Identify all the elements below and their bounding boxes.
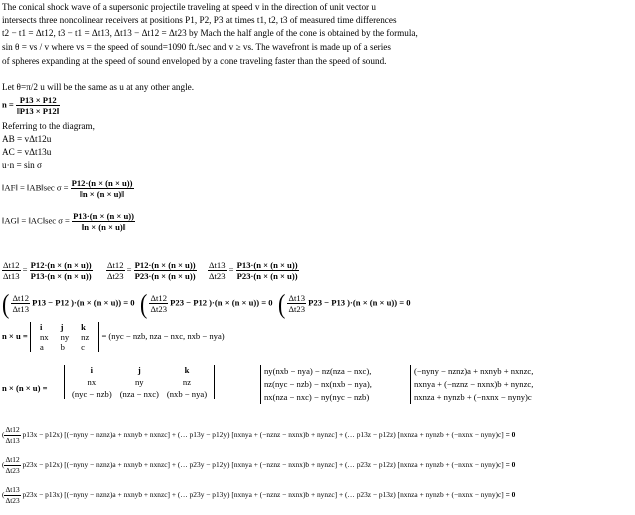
nxnxu-right-vector bbox=[410, 365, 533, 404]
af-den: ‖n × (n × u)‖ bbox=[80, 189, 125, 199]
intro-line-4: sin θ = vs / v where vs = the speed of sound=1090 ft./sec and v ≥ vs. The wavefront is made up of a series bbox=[2, 42, 391, 52]
cell: k bbox=[81, 322, 86, 332]
equals-zero: = 0 bbox=[505, 430, 516, 440]
ratio-3-right bbox=[236, 260, 299, 281]
term-x: p13x − p12x bbox=[22, 430, 60, 440]
cell: nx bbox=[87, 377, 97, 387]
ratio-3-rden: P23·(n × (n × u)) bbox=[236, 271, 298, 281]
ratio-2-right bbox=[134, 260, 197, 281]
dot-2-rest: P23 − P12 )·(n × (n × u)) = 0 bbox=[170, 297, 273, 308]
ag-equation bbox=[2, 211, 135, 232]
final-den: Δt23 bbox=[5, 466, 20, 475]
af-num: P12·(n × (n × u)) bbox=[71, 178, 133, 188]
term-y: p23y − p13y bbox=[189, 490, 228, 500]
term-c: [nxnza + nynzb + (−nxnx − nyny)c] bbox=[397, 430, 504, 440]
cell: (nza − nxc) bbox=[119, 389, 159, 399]
paren-open: ( bbox=[140, 287, 148, 319]
paren-open: ( bbox=[2, 460, 5, 470]
term-a: [(−nyny − nznz)a + nxnyb + nxnzc] bbox=[64, 460, 171, 470]
cell: k bbox=[184, 365, 190, 375]
n-num: P13 × P12 bbox=[16, 95, 60, 106]
ratio-1-rnum: P12·(n × (n × u)) bbox=[30, 260, 92, 270]
right-row: nxnza + nynzb + (−nxnx − nyny)c bbox=[414, 392, 532, 402]
ratio-3-lden: Δt23 bbox=[209, 271, 226, 281]
ratio-3-lnum: Δt13 bbox=[209, 260, 226, 270]
dot-equation-1 bbox=[2, 287, 135, 319]
final-den: Δt23 bbox=[5, 496, 20, 505]
intro-line-5: of spheres expanding at the speed of sound enveloped by a cone traveling faster than the speed of sound. bbox=[2, 56, 387, 66]
equals-zero: = 0 bbox=[505, 490, 516, 500]
term-y: p13y − p12y bbox=[189, 430, 228, 440]
dot-3-num: Δt13 bbox=[288, 293, 305, 303]
cell: i bbox=[39, 322, 43, 332]
n-fraction bbox=[16, 95, 60, 116]
cell: nz bbox=[182, 377, 192, 387]
cell: (nyc − nzb) bbox=[72, 389, 112, 399]
paren-open: ( bbox=[278, 287, 286, 319]
term-b: [nxnya + (−nznz − nxnx)b + nynzc] bbox=[231, 460, 338, 470]
ratio-2-left bbox=[106, 260, 125, 281]
af-lhs: ‖AF‖ = ‖AB‖sec σ = bbox=[2, 182, 69, 193]
af-equation bbox=[2, 178, 134, 199]
nxu-rhs: = (nyc − nzb, nza − nxc, nxb − nya) bbox=[101, 330, 225, 341]
nxu-lhs: n × u = bbox=[2, 330, 28, 341]
ratio-2-rnum: P12·(n × (n × u)) bbox=[134, 260, 196, 270]
ratio-3-left bbox=[208, 260, 227, 281]
ratio-1-left bbox=[2, 260, 21, 281]
ratio-equation-1: $\frac{\Delta t12}{\Delta t13}$ = $\frac{P12\cdot(n \times (n \times u))}{P13\cdot(n \times (n \times u))}$ bbox=[3, 260, 92, 281]
final-frac bbox=[4, 425, 20, 446]
dot-2-den: Δt23 bbox=[150, 304, 167, 314]
n-cross-n-cross-u bbox=[2, 365, 632, 415]
cell: j bbox=[60, 322, 64, 332]
term-a: [(−nyny − nznz)a + nxnyb + nxnzc] bbox=[64, 430, 171, 440]
intro-line-2: intersects three noncolinear receivers at positions P1, P2, P3 at times t1, t2, t3 of measured time differences bbox=[2, 15, 397, 25]
ratio-1-right bbox=[30, 260, 93, 281]
cell: c bbox=[81, 342, 85, 352]
n-den: ‖P13 × P12‖ bbox=[16, 106, 60, 116]
right-row: (−nyny − nznz)a + nxnyb + nxnzc, bbox=[414, 366, 534, 376]
dot-equation-3 bbox=[278, 287, 411, 319]
right-row: nxnya + (−nznz − nxnx)b + nynzc, bbox=[414, 379, 534, 389]
term-c: [nxnza + nynzb + (−nxnx − nyny)c] bbox=[397, 490, 504, 500]
term-z: p23z − p12z bbox=[356, 460, 394, 470]
mid-row: nx(nza − nxc) − ny(nyc − nzb) bbox=[264, 392, 370, 402]
ratio-2-rden: P23·(n × (n × u)) bbox=[134, 271, 196, 281]
relation-ac: AC = vΔt13u bbox=[2, 147, 52, 157]
final-equation-3: ( $\frac{\Delta t13}{\Delta t23}$ p23x − p13x) [(−nyny − nznz)a + nxnyb + nxnzc] + (… p23y − p13y) [nxnya + (−nznz − nxnx)b + nynzc] + (… p23z − p13z) [nxnza + nynzb + (−nxnx − nyny)c] = 0 bbox=[2, 485, 516, 505]
term-x: p23x − p12x bbox=[22, 460, 60, 470]
ratio-1-rden: P13·(n × (n × u)) bbox=[30, 271, 92, 281]
ratio-2-lden: Δt23 bbox=[107, 271, 124, 281]
cell: j bbox=[137, 365, 141, 375]
dot-2-frac bbox=[149, 293, 168, 314]
ratio-equation-3: $\frac{\Delta t13}{\Delta t23}$ = $\frac{P13\cdot(n \times (n \times u))}{P23\cdot(n \times (n \times u))}$ bbox=[209, 260, 298, 281]
final-den: Δt13 bbox=[5, 436, 20, 445]
relation-ab: AB = vΔt12u bbox=[2, 134, 52, 144]
intro-line-1: The conical shock wave of a supersonic projectile traveling at speed v in the direction of unit vector u bbox=[2, 2, 377, 12]
nxnxu-matrix bbox=[64, 365, 215, 399]
cell: nx bbox=[39, 332, 49, 342]
ratio-2-lnum: Δt12 bbox=[107, 260, 124, 270]
cell: (nxb − nya) bbox=[166, 389, 208, 399]
dot-1-rest: P13 − P12 )·(n × (n × u)) = 0 bbox=[32, 297, 135, 308]
cell: a bbox=[39, 342, 44, 352]
ag-lhs: ‖AG‖ = ‖AC‖sec σ = bbox=[2, 215, 70, 226]
ratio-equation-2: $\frac{\Delta t12}{\Delta t23}$ = $\frac{P12\cdot(n \times (n \times u))}{P23\cdot(n \times (n \times u))}$ bbox=[107, 260, 196, 281]
cell: ny bbox=[60, 332, 70, 342]
equals-zero: = 0 bbox=[505, 460, 516, 470]
nxnxu-lhs: n × (n × u) = bbox=[2, 383, 48, 393]
final-equation-1: ( $\frac{\Delta t12}{\Delta t13}$ p13x − p12x) [(−nyny − nznz)a + nxnyb + nxnzc] + (… p13y − p12y) [nxnya + (−nznz − nxnx)b + nynzc] + (… p13z − p12z) [nxnza + nynzb + (−nxnx − nyny)c] = 0 bbox=[2, 425, 516, 445]
term-a: [(−nyny − nznz)a + nxnyb + nxnzc] bbox=[64, 490, 171, 500]
final-num: Δt13 bbox=[5, 485, 20, 494]
cell: i bbox=[90, 365, 94, 375]
cell: nz bbox=[81, 332, 90, 342]
term-c: [nxnza + nynzb + (−nxnx − nyny)c] bbox=[397, 460, 504, 470]
ratio-1-lden: Δt13 bbox=[3, 271, 20, 281]
term-z: p23z − p13z bbox=[356, 490, 394, 500]
ratio-3-rnum: P13·(n × (n × u)) bbox=[236, 260, 298, 270]
dot-3-den: Δt23 bbox=[288, 304, 305, 314]
term-y: p23y − p12y bbox=[189, 460, 228, 470]
final-num: Δt12 bbox=[5, 425, 20, 434]
paren-open: ( bbox=[2, 490, 5, 500]
n-lhs: n = bbox=[2, 99, 14, 110]
final-frac bbox=[4, 485, 20, 506]
relation-un: u·n = sin σ bbox=[2, 160, 42, 170]
dot-equation-2 bbox=[140, 287, 273, 319]
dot-1-frac bbox=[11, 293, 30, 314]
paren-open: ( bbox=[2, 430, 5, 440]
mid-row: ny(nxb − nya) − nz(nza − nxc), bbox=[264, 366, 372, 376]
term-b: [nxnya + (−nznz − nxnx)b + nynzc] bbox=[231, 430, 338, 440]
dot-2-num: Δt12 bbox=[150, 293, 167, 303]
cell: b bbox=[60, 342, 65, 352]
term-b: [nxnya + (−nznz − nxnx)b + nynzc] bbox=[231, 490, 338, 500]
term-z: p13z − p12z bbox=[356, 430, 394, 440]
intro-line-3: t2 − t1 = Δt12, t3 − t1 = Δt13, Δt13 − Δt12 = Δt23 by Mach the half angle of the cone is obtained by the formula, bbox=[2, 28, 418, 38]
term-x: p23x − p13x bbox=[22, 490, 60, 500]
let-line: Let θ=π/2 u will be the same as u at any other angle. bbox=[2, 82, 195, 92]
paren-open: ( bbox=[2, 287, 10, 319]
final-frac bbox=[4, 455, 20, 476]
final-num: Δt12 bbox=[5, 455, 20, 464]
nxu-matrix bbox=[30, 322, 99, 352]
dot-3-frac bbox=[287, 293, 306, 314]
dot-3-rest: P23 − P13 )·(n × (n × u)) = 0 bbox=[308, 297, 411, 308]
dot-1-den: Δt13 bbox=[12, 304, 29, 314]
ratio-1-lnum: Δt12 bbox=[3, 260, 20, 270]
af-fraction bbox=[71, 178, 134, 199]
nxnxu-mid-vector bbox=[260, 365, 372, 404]
n-definition bbox=[2, 95, 60, 116]
referring-line: Referring to the diagram, bbox=[2, 121, 95, 131]
ag-den: ‖n × (n × u)‖ bbox=[81, 222, 126, 232]
mid-row: nz(nyc − nzb) − nx(nxb − nya), bbox=[264, 379, 372, 389]
cell: ny bbox=[134, 377, 144, 387]
n-cross-u bbox=[2, 322, 225, 352]
ag-num: P13·(n × (n × u)) bbox=[73, 211, 134, 221]
final-equation-2: ( $\frac{\Delta t12}{\Delta t23}$ p23x − p12x) [(−nyny − nznz)a + nxnyb + nxnzc] + (… p23y − p12y) [nxnya + (−nznz − nxnx)b + nynzc] + (… p23z − p12z) [nxnza + nynzb + (−nxnx − nyny)c] = 0 bbox=[2, 455, 516, 475]
ag-fraction bbox=[72, 211, 135, 232]
dot-1-num: Δt12 bbox=[12, 293, 29, 303]
